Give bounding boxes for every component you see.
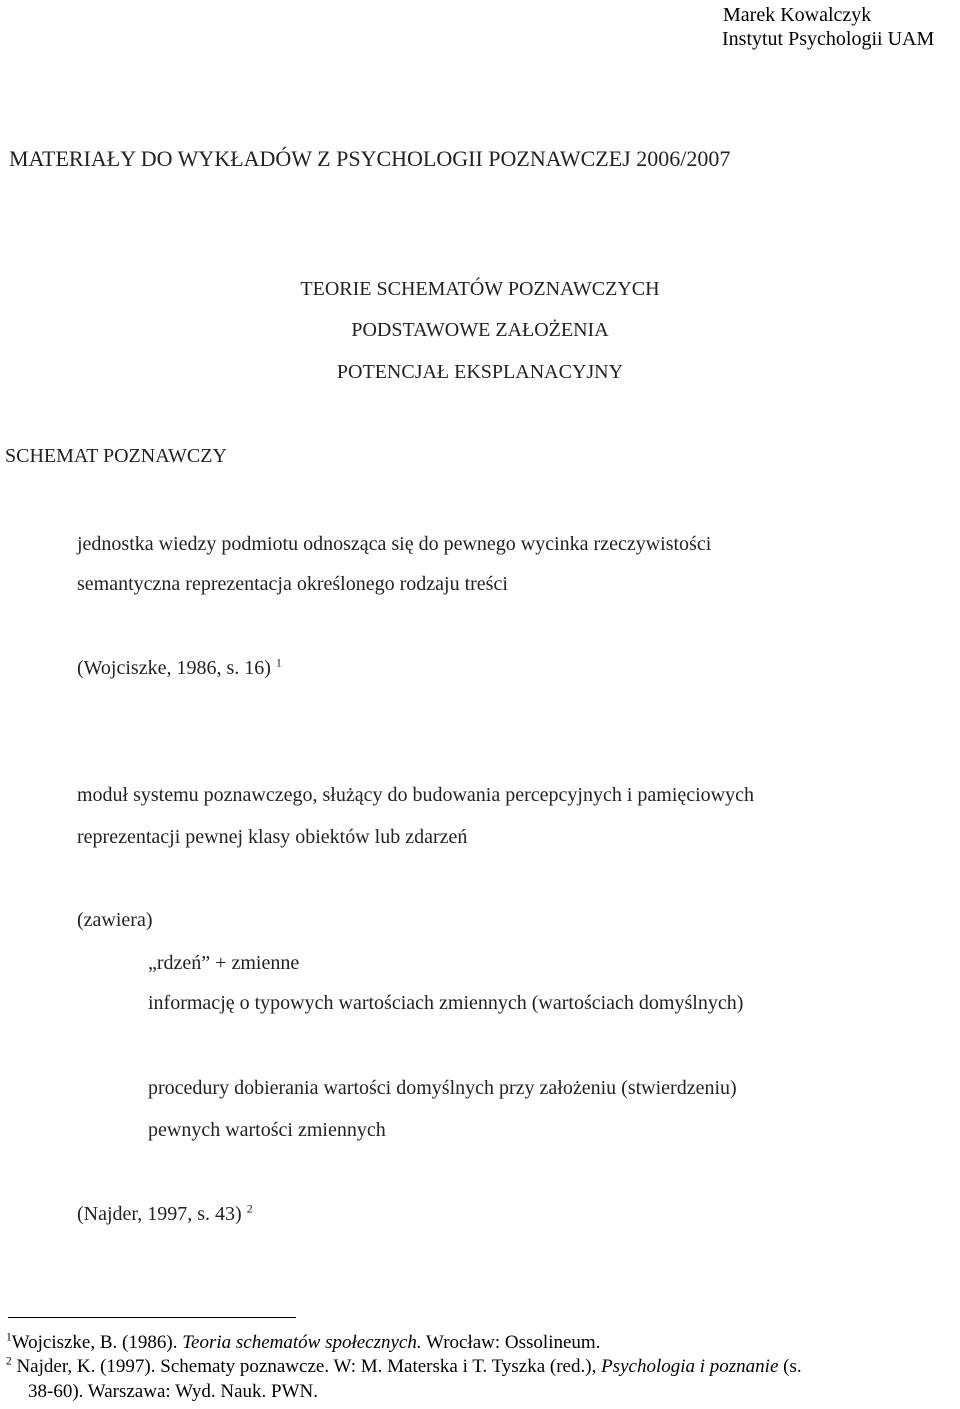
footnote-2-after: (s. [778, 1356, 802, 1377]
definition2-line1: moduł systemu poznawczego, służący do budowania percepcyjnych i pamięciowych [77, 784, 755, 806]
schema-item-procedures-line1: procedury dobierania wartości domyślnych przy założeniu (stwierdzeniu) [148, 1077, 737, 1099]
schema-item-defaults: informację o typowych wartościach zmiennych (wartościach domyślnych) [148, 992, 744, 1014]
section-heading: SCHEMAT POZNAWCZY [5, 445, 227, 467]
definition1-line1: jednostka wiedzy podmiotu odnosząca się do pewnego wycinka rzeczywistości [77, 533, 712, 555]
citation-2-text: (Najder, 1997, s. 43) [77, 1203, 242, 1225]
footnote-1-title: Teoria schematów społecznych. [182, 1332, 422, 1353]
schema-item-core: „rdzeń” + zmienne [148, 952, 300, 974]
footnote-1-after: Wrocław: Ossolineum. [421, 1332, 601, 1353]
footnote-ref-1[interactable]: 1 [275, 655, 282, 670]
footnote-2 [6, 1357, 802, 1376]
citation-1 [77, 655, 282, 679]
footnote-divider [8, 1317, 296, 1318]
subtitle-3: POTENCJAŁ EKSPLANACYJNY [336, 361, 624, 383]
schema-item-procedures-line2: pewnych wartości zmiennych [148, 1119, 386, 1141]
subtitle-1: TEORIE SCHEMATÓW POZNAWCZYCH [300, 278, 660, 300]
footnote-1 [6, 1333, 600, 1352]
definition1-line2: semantyczna reprezentacja określonego rodzaju treści [77, 573, 508, 595]
footnote-1-before: Wojciszke, B. (1986). [11, 1332, 183, 1353]
institute-name: Instytut Psychologii UAM [722, 28, 935, 50]
subtitle-2: PODSTAWOWE ZAŁOŻENIA [351, 319, 609, 341]
citation-2 [77, 1201, 253, 1225]
citation-1-text: (Wojciszke, 1986, s. 16) [77, 657, 271, 679]
footnote-2-before: Najder, K. (1997). Schematy poznawcze. W: M. Materska i T. Tyszka (red.), [11, 1356, 602, 1377]
contains-label: (zawiera) [77, 909, 153, 931]
footnote-2-continuation: 38-60). Warszawa: Wyd. Nauk. PWN. [28, 1381, 319, 1402]
footnote-ref-2[interactable]: 2 [246, 1201, 253, 1216]
document-title: MATERIAŁY DO WYKŁADÓW Z PSYCHOLOGII POZNAWCZEJ 2006/2007 [9, 146, 731, 171]
footnote-1-mark: 1 [6, 1331, 12, 1344]
footnote-2-title: Psychologia i poznanie [601, 1356, 779, 1377]
author-name: Marek Kowalczyk [723, 4, 872, 26]
definition2-line2: reprezentacji pewnej klasy obiektów lub zdarzeń [77, 826, 468, 848]
footnote-2-mark: 2 [6, 1355, 12, 1368]
